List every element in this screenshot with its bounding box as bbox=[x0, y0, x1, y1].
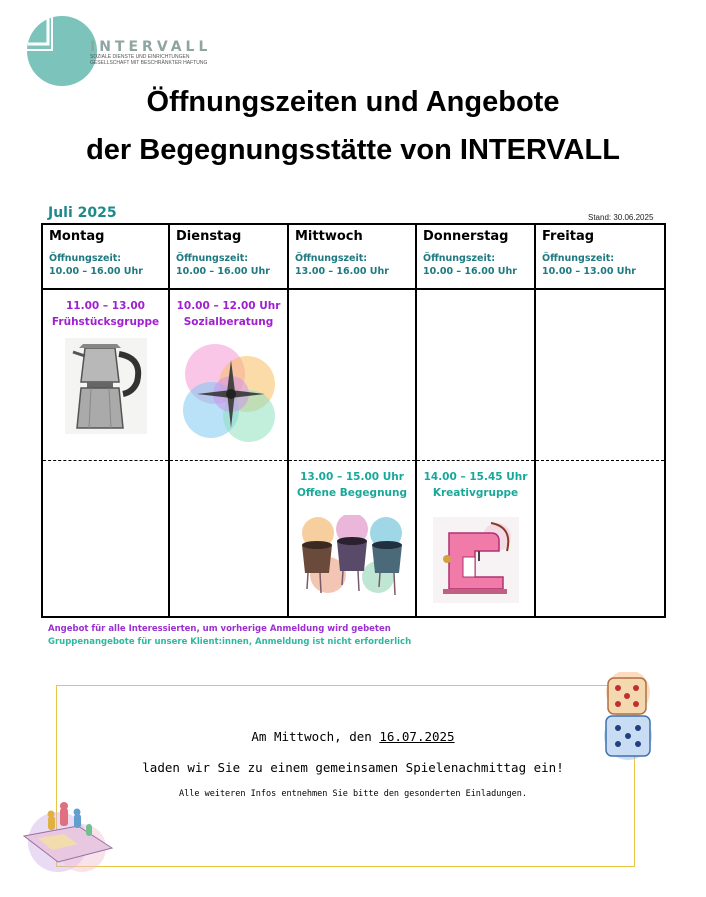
day-header-dienstag bbox=[169, 224, 288, 289]
cell-montag-morning bbox=[42, 289, 169, 461]
afternoon-row bbox=[42, 461, 665, 618]
activity-name: Sozialberatung bbox=[183, 316, 274, 328]
page-title-line2: der Begegnungsstätte von INTERVALL bbox=[86, 134, 620, 166]
day-name: Dienstag bbox=[176, 229, 242, 244]
cell-freitag-afternoon bbox=[535, 461, 665, 618]
day-header-freitag bbox=[535, 224, 665, 289]
day-name: Donnerstag bbox=[423, 229, 509, 244]
invitation-info-line: Alle weiteren Infos entnehmen Sie bitte den gesonderten Einladungen. bbox=[179, 789, 527, 799]
activity-time: 11.00 – 13.00 bbox=[66, 300, 145, 312]
cell-dienstag-morning bbox=[169, 289, 288, 461]
schedule-table bbox=[41, 223, 666, 618]
opening-hours: 10.00 – 16.00 Uhr bbox=[423, 266, 517, 277]
cell-dienstag-afternoon bbox=[169, 461, 288, 618]
cell-montag-afternoon bbox=[42, 461, 169, 618]
page-title-line1: Öffnungszeiten und Angebote bbox=[146, 86, 560, 118]
day-header-montag bbox=[42, 224, 169, 289]
invitation-date: 16.07.2025 bbox=[379, 729, 455, 744]
logo-subtitle-1: SOZIALE DIENSTE UND EINRICHTUNGEN bbox=[90, 54, 190, 60]
opening-label: Öffnungszeit: bbox=[176, 253, 249, 264]
opening-hours: 10.00 – 16.00 Uhr bbox=[49, 266, 143, 277]
day-name: Montag bbox=[49, 229, 105, 244]
opening-hours: 13.00 – 16.00 Uhr bbox=[295, 266, 389, 277]
opening-hours: 10.00 – 16.00 Uhr bbox=[176, 266, 270, 277]
cell-donnerstag-morning bbox=[416, 289, 535, 461]
cell-mittwoch-afternoon bbox=[288, 461, 416, 618]
cell-donnerstag-afternoon bbox=[416, 461, 535, 618]
opening-label: Öffnungszeit: bbox=[542, 253, 615, 264]
moka-pot-icon bbox=[65, 338, 147, 434]
dice-icon bbox=[594, 672, 662, 760]
opening-label: Öffnungszeit: bbox=[423, 253, 496, 264]
activity-time: 14.00 – 15.45 Uhr bbox=[423, 471, 528, 483]
day-header-mittwoch bbox=[288, 224, 416, 289]
cell-freitag-morning bbox=[535, 289, 665, 461]
activity-name: Kreativgruppe bbox=[432, 487, 519, 499]
logo-name: INTERVALL bbox=[90, 39, 212, 55]
invitation-main-line: laden wir Sie zu einem gemeinsamen Spielenachmittag ein! bbox=[142, 760, 564, 775]
board-game-icon bbox=[18, 796, 118, 876]
morning-row bbox=[42, 289, 665, 461]
day-name: Mittwoch bbox=[295, 229, 363, 244]
opening-label: Öffnungszeit: bbox=[295, 253, 368, 264]
compass-watercolor-icon bbox=[175, 334, 283, 452]
month-label: Juli 2025 bbox=[48, 205, 117, 221]
day-header-donnerstag bbox=[416, 224, 535, 289]
opening-hours: 10.00 – 13.00 Uhr bbox=[542, 266, 636, 277]
opening-label: Öffnungszeit: bbox=[49, 253, 122, 264]
activity-name: Frühstücksgruppe bbox=[51, 316, 160, 328]
coffee-cups-watercolor-icon bbox=[298, 515, 406, 597]
header-row bbox=[42, 224, 665, 289]
invitation-box bbox=[56, 685, 635, 867]
group-offer-note: Gruppenangebote für unsere Klient:innen, Anmeldung ist nicht erforderlich bbox=[48, 637, 412, 647]
sewing-machine-icon bbox=[433, 517, 519, 603]
stand-date: Stand: 30.06.2025 bbox=[588, 213, 654, 222]
day-name: Freitag bbox=[542, 229, 595, 244]
intervall-logo bbox=[22, 14, 212, 88]
activity-time: 10.00 – 12.00 Uhr bbox=[176, 300, 281, 312]
invitation-prefix: Am Mittwoch, den bbox=[251, 729, 380, 744]
open-offer-note: Angebot für alle Interessierten, um vorherige Anmeldung wird gebeten bbox=[48, 624, 391, 634]
cell-mittwoch-morning bbox=[288, 289, 416, 461]
activity-name: Offene Begegnung bbox=[296, 487, 408, 499]
logo-subtitle-2: GESELLSCHAFT MIT BESCHRÄNKTER HAFTUNG bbox=[90, 60, 208, 66]
activity-time: 13.00 – 15.00 Uhr bbox=[300, 471, 404, 483]
